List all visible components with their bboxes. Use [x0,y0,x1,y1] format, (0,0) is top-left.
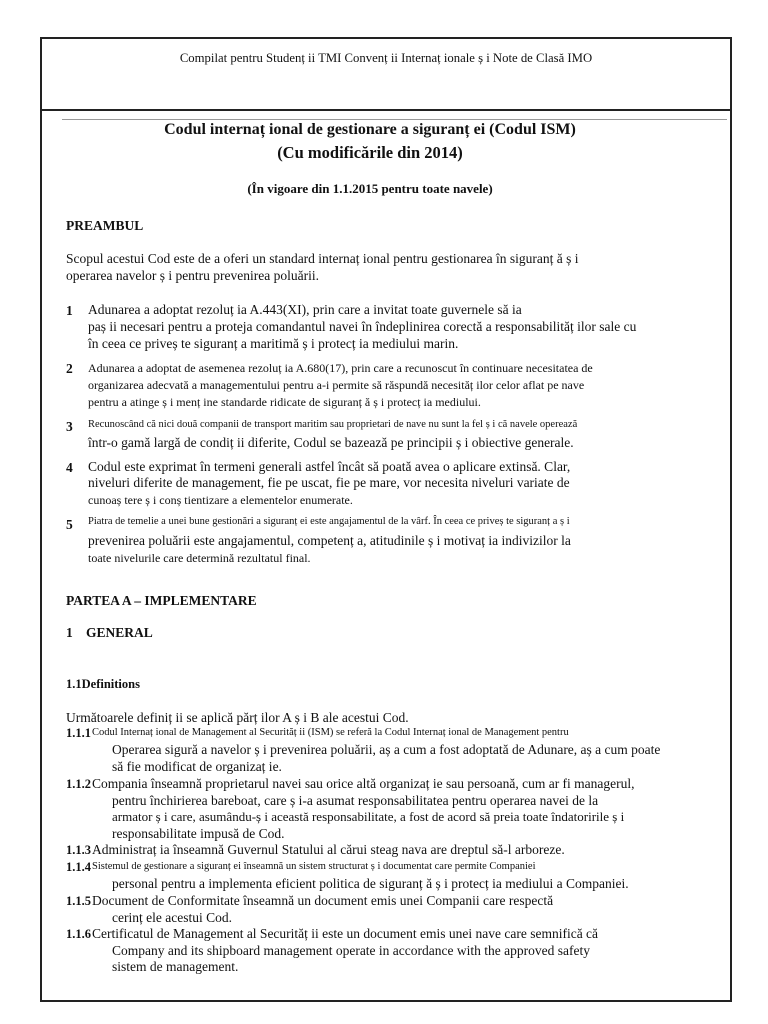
definition-number: 1.1.3 [66,843,91,857]
preamble-item-2-line3: pentru a atinge ș i menț ine standarde ridicate de siguranț ă ș i protecț ia mediului. [88,395,481,409]
definition-number: 1.1.5 [66,894,91,908]
preamble-item-2-line2: organizarea adecvată a managementului pentru a-i permite să răspundă necesităț ilor celor aflat pe nave [88,378,585,392]
preamble-item-number: 4 [66,460,73,475]
preamble-item-5-line2: prevenirea poluării este angajamentul, competenț a, atitudinile ș i motivaț ia indivizilor la [88,533,571,548]
part-a-heading: PARTEA A – IMPLEMENTARE [66,593,257,608]
preamble-item-3-line2: într-o gamă largă de condiț ii diferite, Codul se bazează pe principii ș i obiective generale. [88,435,574,450]
def-5-line1: Document de Conformitate înseamnă un document emis unei Companii care respectă [92,893,554,908]
def-2-line1: Compania înseamnă proprietarul navei sau orice altă organizaț ie sau persoană, cum ar fi managerul, [92,776,635,791]
def-2-line3: armator ș i care, asumându-ș i această responsabilitate, a fost de acord să preia toate îndatoririle ș i [112,809,625,824]
preamble-item-5-line1: Piatra de temelie a unei bune gestionări a siguranț ei este angajamentul de la vârf. În ceea ce priveș te siguranț a ș i [88,516,570,527]
preamble-item-number: 3 [66,419,73,434]
preamble-item-number: 2 [66,361,73,376]
def-1-line3: să fie modificat de organizaț ie. [112,759,282,774]
def-2-line4: responsabilitate impusă de Cod. [112,826,285,841]
preamble-intro-line1: Scopul acestui Cod este de a oferi un standard internaț ional pentru gestionarea în siguranț ă ș i [66,251,579,266]
section-number: 1 [66,625,73,640]
preamble-item-4-line3: cunoaș tere ș i conș tientizare a elementelor enumerate. [88,493,353,507]
header-divider [40,109,732,111]
definition-number: 1.1.2 [66,777,91,791]
def-3-line1: Administraț ia înseamnă Guvernul Statului al cărui steag nava are dreptul să-l arboreze. [92,842,565,857]
preamble-item-1-line1: Adunarea a adoptat rezoluț ia A.443(XI), prin care a invitat toate guvernele să ia [88,302,522,317]
doc-title: Codul internaț ional de gestionare a siguranț ei (Codul ISM) [164,121,576,138]
def-5-line2: cerinț ele acestui Cod. [112,910,232,925]
preamble-item-number: 5 [66,517,73,532]
def-6-line2: Company and its shipboard management operate in accordance with the approved safety [112,943,590,958]
preamble-intro-line2: operarea navelor ș i pentru prevenirea poluării. [66,268,320,283]
doc-subtitle: (Cu modificările din 2014) [277,143,463,162]
preamble-item-2-line1: Adunarea a adoptat de asemenea rezoluț ia A.680(17), prin care a recunoscut în continuare necesitatea de [88,361,593,375]
preamble-item-5-line3: toate nivelurile care determină rezultatul final. [88,551,311,565]
preamble-item-4-line2: niveluri diferite de management, fie pe uscat, fie pe mare, vor necesita niveluri variate de [88,475,570,490]
definition-number: 1.1.1 [66,726,91,740]
definition-number: 1.1.6 [66,927,91,941]
preamble-heading: PREAMBUL [66,218,144,233]
preamble-item-4-line1: Codul este exprimat în termeni generali astfel încât să poată avea o aplicare extinsă. Clar, [88,459,571,474]
def-4-line1: Sistemul de gestionare a siguranț ei înseamnă un sistem structurat ș i documentat care permite Companiei [92,861,536,872]
header-thin-divider [62,119,727,120]
page-header: Compilat pentru Studenț ii TMI Convenț ii Internaț ionale ș i Note de Clasă IMO [179,51,593,65]
subsection-heading: 1.1Definitions [66,677,140,691]
section-title: GENERAL [86,625,153,640]
def-1-line1: Codul Internaț ional de Management al Securităț ii (ISM) se referă la Codul Internaț ional de Management pentru [92,727,569,738]
preamble-item-3-line1: Recunoscând că nici două companii de transport maritim sau proprietari de nave nu sunt la fel ș i că navele operează [88,419,578,430]
def-4-line2: personal pentru a implementa eficient politica de siguranț ă ș i protecț ia mediului a Companiei. [112,876,629,891]
def-6-line1: Certificatul de Management al Securităț ii este un document emis unei nave care semnifică că [92,926,599,941]
effective-date: (În vigoare din 1.1.2015 pentru toate navele) [247,181,493,196]
def-1-line2: Operarea sigură a navelor ș i prevenirea poluării, aș a cum a fost adoptată de Adunare, aș a cum poate [112,742,661,757]
definition-number: 1.1.4 [66,860,91,874]
preamble-item-1-line2: paș ii necesari pentru a proteja comandantul navei în îndeplinirea corectă a responsabilităț ilor sale cu [88,319,637,334]
definitions-intro: Următoarele definiț ii se aplică părț ilor A ș i B ale acestui Cod. [66,710,409,725]
def-2-line2: pentru închirierea bareboat, care ș i-a asumat responsabilitatea pentru operarea navei de la [112,793,599,808]
def-6-line3: sistem de management. [112,959,239,974]
preamble-item-1-line3: în ceea ce priveș te siguranț a maritimă ș i protecț ia mediului marin. [88,336,459,351]
preamble-item-number: 1 [66,303,73,318]
